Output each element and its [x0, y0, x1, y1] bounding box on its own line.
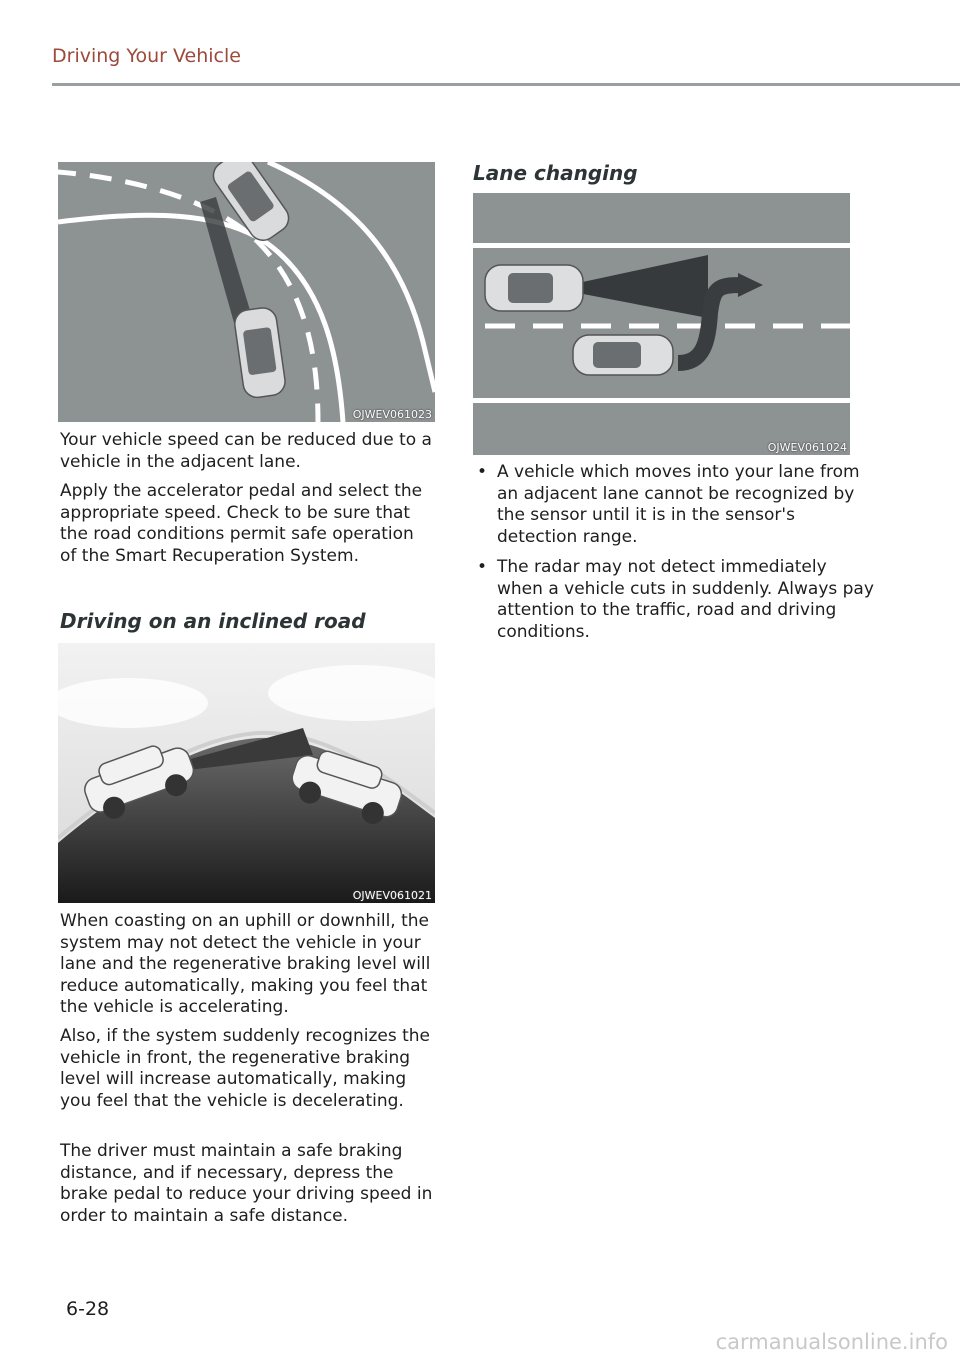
paragraph: Your vehicle speed can be reduced due to a vehicle in the adjacent lane. [60, 430, 432, 472]
figure-code: OJWEV061021 [352, 889, 432, 902]
inclined-road-illustration [58, 643, 435, 903]
bullet-text: A vehicle which moves into your lane from an adjacent lane cannot be recognized by the sensor until it is in the sensor's detection range. [497, 462, 860, 547]
section-heading: Driving on an inclined road [60, 609, 366, 633]
lane-changing-illustration [473, 193, 850, 455]
paragraph: When coasting on an uphill or downhill, the system may not detect the vehicle in your lane and the regenerative braking level will reduce automatically, making you feel that the vehicle is accelerating. [60, 911, 431, 1017]
bullet-item [473, 462, 877, 548]
header-rule [52, 83, 960, 86]
section-heading: Lane changing [473, 161, 638, 185]
figure-code: OJWEV061024 [767, 441, 847, 454]
paragraph: The driver must maintain a safe braking distance, and if necessary, depress the brake pedal to reduce your driving speed in order to maintain a safe distance. [60, 1141, 433, 1226]
bullet-item [473, 557, 877, 643]
paragraph: Apply the accelerator pedal and select the appropriate speed. Check to be sure that the road conditions permit safe operation of the Smart Recuperation System. [60, 481, 423, 566]
page-number: 6-28 [66, 1298, 110, 1320]
figure-lane-changing [473, 193, 850, 455]
bullet-text: The radar may not detect immediately when a vehicle cuts in suddenly. Always pay attention to the traffic, road and driving conditions. [497, 557, 874, 642]
paragraph: Also, if the system suddenly recognizes the vehicle in front, the regenerative braking level will increase automatically, making you feel that the vehicle is decelerating. [60, 1026, 430, 1111]
figure-inclined-road [58, 643, 435, 903]
figure-code: OJWEV061023 [352, 408, 432, 421]
figure-curved-road [58, 162, 435, 422]
bullet-dot-icon: • [477, 557, 488, 577]
watermark: carmanualsonline.info [715, 1330, 948, 1354]
bullet-dot-icon: • [477, 462, 488, 482]
curved-road-illustration [58, 162, 435, 422]
header-title: Driving Your Vehicle [52, 45, 241, 67]
